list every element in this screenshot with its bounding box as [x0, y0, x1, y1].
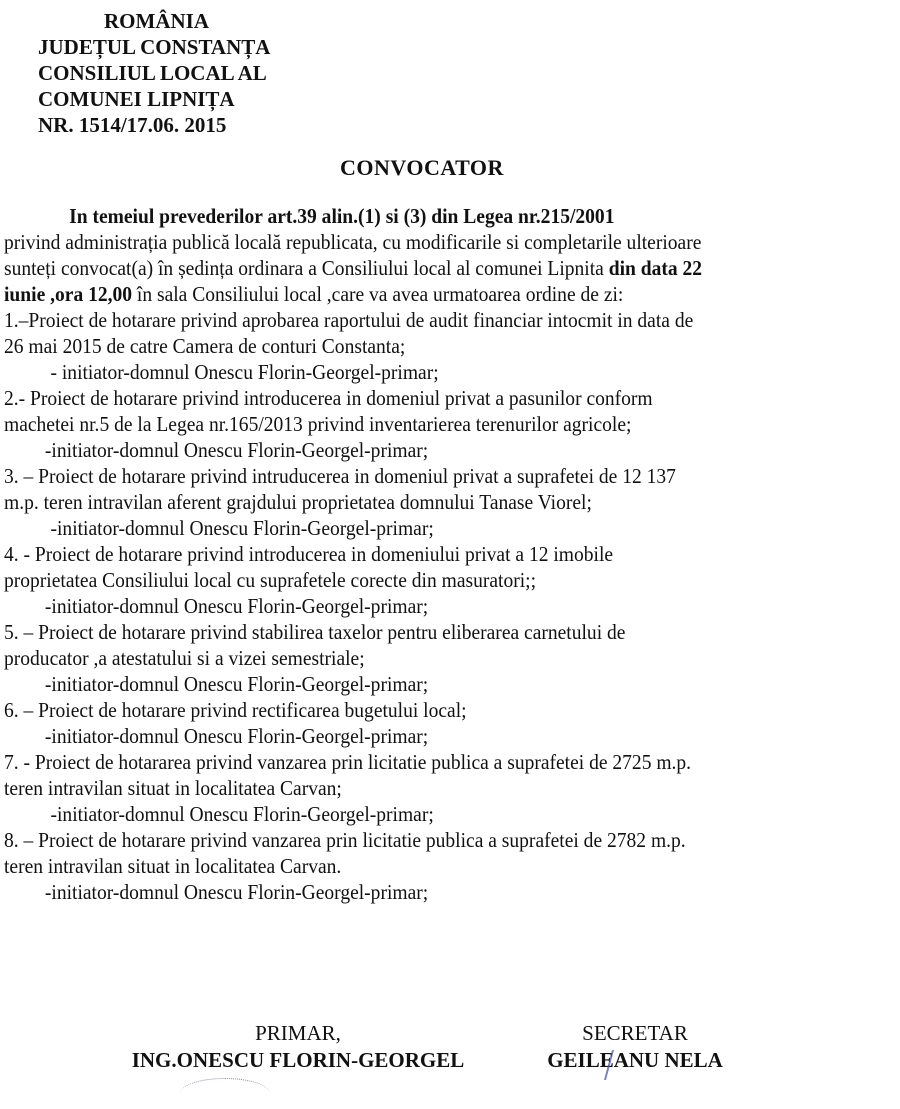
- county-name: JUDEȚUL CONSTANȚA: [38, 35, 271, 59]
- intro-line-3: [4, 255, 832, 281]
- agenda-item-text: 2.- Proiect de hotarare privind introducerea in domeniul privat a pasunilor conform: [4, 386, 653, 410]
- agenda-item-initiator: - initiator-domnul Onescu Florin-Georgel-primar;: [50, 360, 439, 384]
- secretary-name: GEILEANU NELA: [547, 1048, 723, 1072]
- country-name: ROMÂNIA: [104, 9, 209, 33]
- agenda-item-initiator: -initiator-domnul Onescu Florin-Georgel-primar;: [44, 880, 429, 904]
- intro-line-2: privind administrația publică locală republicata, cu modificarile si completarile ulterioare: [4, 230, 702, 254]
- agenda-item-text: proprietatea Consiliului local cu suprafetele corecte din masuratori;;: [4, 568, 537, 592]
- agenda-item-text: 26 mai 2015 de catre Camera de conturi Constanta;: [4, 334, 406, 358]
- official-stamp: [180, 1078, 270, 1109]
- agenda-item-text: 4. - Proiect de hotarare privind introducerea in domeniului privat a 12 imobile: [4, 542, 614, 566]
- agenda-item-initiator: -initiator-domnul Onescu Florin-Georgel-primar;: [44, 594, 429, 618]
- agenda-item: [4, 541, 894, 619]
- meeting-date-part2: iunie ,ora 12,00: [4, 282, 133, 306]
- document-number: NR. 1514/17.06. 2015: [38, 113, 227, 137]
- agenda-item: [4, 385, 894, 463]
- agenda-item-text: producator ,a atestatului si a vizei semestriale;: [4, 646, 365, 670]
- agenda-item-initiator: -initiator-domnul Onescu Florin-Georgel-primar;: [44, 438, 429, 462]
- agenda-item-text: teren intravilan situat in localitatea Carvan;: [4, 776, 342, 800]
- agenda-item-initiator: -initiator-domnul Onescu Florin-Georgel-primar;: [44, 672, 429, 696]
- intro-line-4-text: în sala Consiliului local ,care va avea urmatoarea ordine de zi:: [132, 282, 624, 306]
- agenda-item: [4, 749, 894, 827]
- agenda-item-text: 1.–Proiect de hotarare privind aprobarea raportului de audit financiar intocmit in data de: [4, 308, 694, 332]
- mayor-role: PRIMAR,: [255, 1021, 341, 1045]
- agenda-item-text: 3. – Proiect de hotarare privind intruducerea in domeniul privat a suprafetei de 12 137: [4, 464, 676, 488]
- intro-line-1: In temeiul prevederilor art.39 alin.(1) si (3) din Legea nr.215/2001: [69, 204, 615, 228]
- intro-line-3-text: sunteți convocat(a) în ședința ordinara a Consiliului local al comunei Lipnita: [4, 256, 609, 280]
- agenda-item-text: machetei nr.5 de la Legea nr.165/2013 privind inventarierea terenurilor agricole;: [4, 412, 632, 436]
- document-title: CONVOCATOR: [340, 155, 504, 180]
- secretary-role: SECRETAR: [582, 1021, 688, 1045]
- council-name-line1: CONSILIUL LOCAL AL: [38, 61, 267, 85]
- meeting-date-part1: din data 22: [608, 256, 703, 280]
- agenda-item-initiator: -initiator-domnul Onescu Florin-Georgel-primar;: [44, 724, 429, 748]
- intro-line-4: [4, 281, 832, 307]
- agenda-item: [4, 827, 894, 905]
- agenda-item: [4, 463, 894, 541]
- agenda-item: [4, 619, 894, 697]
- council-name-line2: COMUNEI LIPNIȚA: [38, 87, 235, 111]
- mayor-name: ING.ONESCU FLORIN-GEORGEL: [131, 1048, 465, 1072]
- agenda-item-initiator: -initiator-domnul Onescu Florin-Georgel-primar;: [50, 802, 434, 826]
- agenda-list: [4, 307, 894, 905]
- agenda-item-text: teren intravilan situat in localitatea Carvan.: [4, 854, 342, 878]
- agenda-item-initiator: -initiator-domnul Onescu Florin-Georgel-primar;: [50, 516, 434, 540]
- agenda-item-text: 7. - Proiect de hotararea privind vanzarea prin licitatie publica a suprafetei de 2725 m.p.: [4, 750, 692, 774]
- agenda-item-text: 5. – Proiect de hotarare privind stabilirea taxelor pentru eliberarea carnetului de: [4, 620, 626, 644]
- agenda-item-text: 8. – Proiect de hotarare privind vanzarea prin licitatie publica a suprafetei de 2782 m.p.: [4, 828, 686, 852]
- agenda-item: [4, 307, 894, 385]
- document-body: [4, 203, 894, 905]
- secretary-signature-block: [520, 1020, 750, 1074]
- agenda-item-text: 6. – Proiect de hotarare privind rectificarea bugetului local;: [4, 698, 467, 722]
- agenda-item-text: m.p. teren intravilan aferent grajdului proprietatea domnului Tanase Viorel;: [4, 490, 592, 514]
- mayor-signature-block: [118, 1020, 478, 1074]
- agenda-item: [4, 697, 894, 749]
- document-header: [38, 8, 270, 138]
